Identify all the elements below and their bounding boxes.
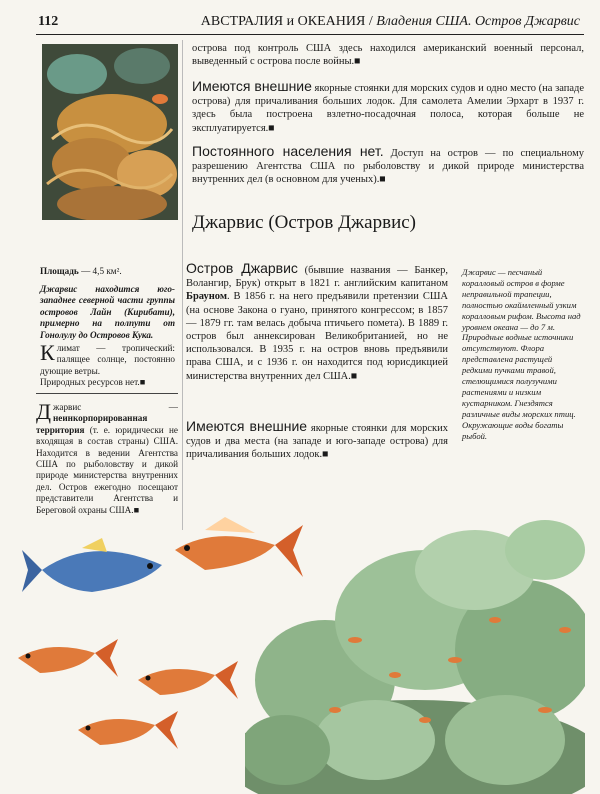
paragraph-island <box>186 262 448 383</box>
area-value: — 4,5 км². <box>78 266 122 276</box>
captain-name: Брауном <box>186 291 228 303</box>
climate-body: лимат — тропический: палящее солнце, постоянно дующие ветры. <box>40 343 175 376</box>
header-rule <box>36 34 584 35</box>
lead-island: Остров Джарвис <box>186 260 298 276</box>
resources-text: Природных ресурсов нет.■ <box>40 377 146 388</box>
area-line <box>40 266 175 277</box>
location-italic: Джарвис находится юго-западнее северной части группы островов Лайн (Кирибати), примерно на полпути от Гонолулу до Островов Кука. <box>40 284 175 340</box>
lead-population: Постоянного населения нет. <box>192 143 384 159</box>
lead-anchorage: Имеются внешние <box>192 78 312 94</box>
climate-dropcap: К <box>40 340 55 365</box>
box-word: жарвис — <box>53 402 178 412</box>
paragraph-anchorage-2 <box>186 420 448 462</box>
paragraph-anchorage <box>192 80 584 135</box>
climate-text <box>40 340 175 389</box>
header-subtitle: Владения США. Остров Джарвис <box>376 14 580 29</box>
jack-fish-illustration <box>22 530 182 610</box>
island-text-a: (бывшие названия — Банкер, Волангир, Брук) открыт в 1821 г. английским капитаном <box>186 265 448 290</box>
island-note: Джарвис — песчаный коралловый остров в форме неправильной трапеции, полностью окаймленный узким коралловым рифом. Высота над уровнем океана — до 7 м. Природные водные источники отсутствуют. Флора представлена растущей редкими пучками травой, стелющимися полузучими растениями и низким кустарником. Гнездятся различные виды морских птиц. Окружающие воды богаты рыбой. <box>462 267 581 441</box>
text-anchorage: якорные стоянки для морских судов и одно место (на западе острова) для причаливания больших лодок. Для самолета Амелии Эрхарт в 1937 г. здесь была построена взлетно-посадочная полоса, которая больше не эксплуатируется.■ <box>192 83 585 134</box>
paragraph-military: острова под контроль США здесь находился американский военный персонал, выведенный с острова после войны.■ <box>192 43 584 68</box>
location-text <box>40 284 175 341</box>
anthias-fish-left <box>10 633 120 683</box>
anthias-fish-large <box>165 515 305 585</box>
anthias-fish-middle <box>130 655 240 705</box>
box-text: (т. е. юридически не входящая в состав страны) США. Находится в ведении Агентства США по рыболовству и дикой природе министерства внутренних дел. Остров ежегодно посещают представители Агентства и Береговой охраны США.■ <box>36 424 178 515</box>
section-title: Джарвис (Остров Джарвис) <box>192 212 417 233</box>
island-text-c: . В 1856 г. на него предъявили претензии США (на основе Закона о гуано, принятого конгрессом; в 1857 — 1879 гг. там велась добыча птичьего помета). В 1889 г. остров был аннексирован Великобританией, но не использовался. В 1935 г. на остров вновь предъявили права США, и с 1936 г. он находится под юрисдикцией министерства внутренних дел США.■ <box>186 291 448 382</box>
paragraph-population <box>192 145 584 187</box>
text-population: Доступ на остров — по специальному разрешению Агентства США по рыболовству и дикой природе министерства внутренних дел (в основном для ученых).■ <box>192 148 584 186</box>
page-number: 112 <box>38 14 59 29</box>
column-divider <box>182 40 183 530</box>
running-header <box>201 14 580 30</box>
territory-box <box>36 393 178 516</box>
coral-photo <box>42 44 178 220</box>
lead-anchorage-2: Имеются внешние <box>186 418 308 434</box>
box-bold: неинкорпорированная территория <box>36 413 148 435</box>
anthias-fish-bottom <box>70 705 180 755</box>
header-separator: / <box>365 14 377 29</box>
area-label: Площадь <box>40 266 79 276</box>
header-section: АВСТРАЛИЯ и ОКЕАНИЯ <box>200 14 366 29</box>
box-dropcap: Д <box>36 399 52 424</box>
text-anchorage-2: якорные стоянки для морских судов и два места (на западе и юго-западе острова) для причаливания больших лодок.■ <box>186 423 449 461</box>
